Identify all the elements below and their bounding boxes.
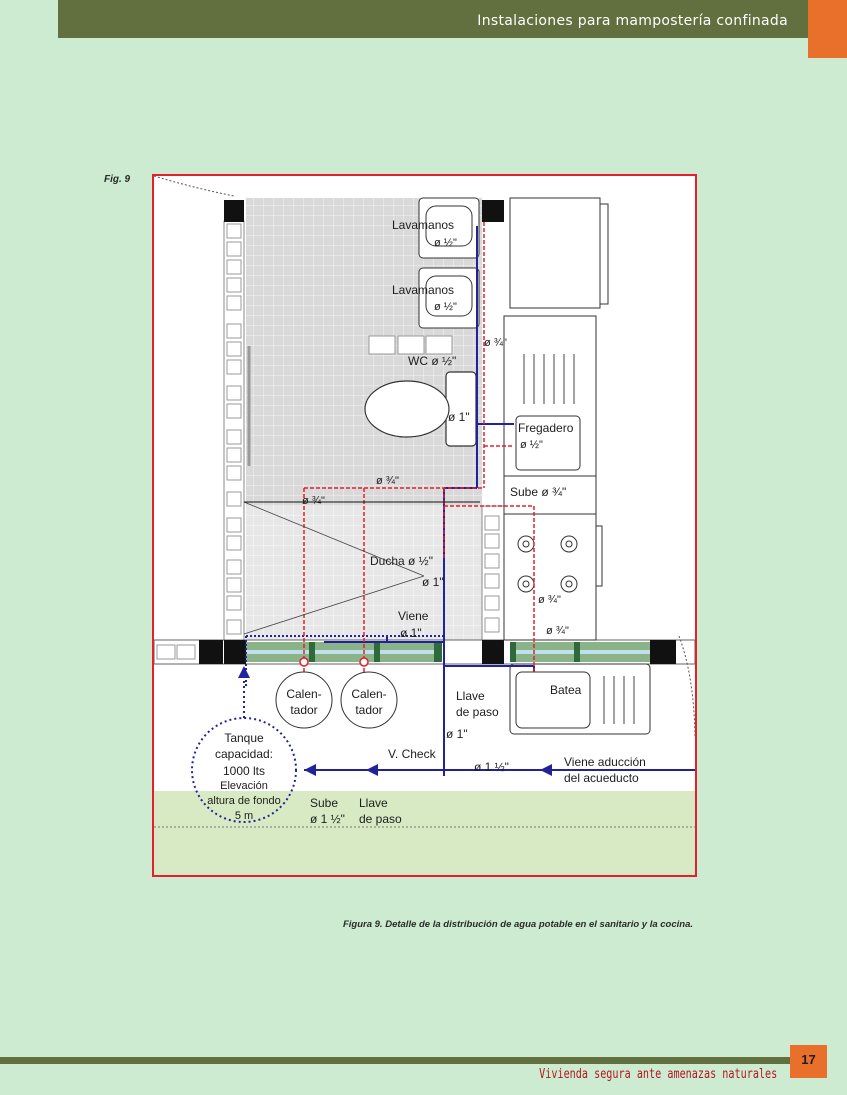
- label-diam-3-4-mid: ø ¾": [376, 475, 399, 487]
- label-fregadero: Fregadero: [518, 421, 574, 435]
- label-calentador-2-a: Calen-: [351, 687, 387, 701]
- label-calentador-1-b: tador: [290, 703, 318, 717]
- plumbing-diagram: [152, 174, 697, 877]
- label-tanque-2: capacidad:: [214, 747, 274, 761]
- label-lavamanos-2: Lavamanos: [392, 283, 455, 297]
- label-lavamanos-1: Lavamanos: [392, 218, 455, 232]
- label-lavamanos-1-diam: ø ½": [434, 237, 457, 249]
- label-tanque-5: altura de fondo: [207, 795, 281, 807]
- label-diam-3-4-batea: ø ¾": [546, 625, 569, 637]
- middle-wall: [482, 200, 504, 642]
- label-calentador-1-a: Calen-: [286, 687, 322, 701]
- label-llave-paso-1-a: Llave: [456, 689, 485, 703]
- label-viene-diam: ø 1": [400, 626, 422, 640]
- label-sube-b: ø 1 ½": [310, 812, 345, 826]
- label-viene-aduccion-b: del acueducto: [564, 771, 639, 785]
- label-llave-paso-2-a: Llave: [359, 796, 388, 810]
- label-ducha-diam: ø 1": [422, 575, 444, 589]
- label-viene-aduccion-a: Viene aducción: [564, 755, 646, 769]
- header-title: Instalaciones para mampostería confinada: [477, 13, 788, 29]
- left-wall: [224, 200, 244, 641]
- bottom-wall: [154, 640, 695, 664]
- label-sube-3-4: Sube ø ¾": [510, 485, 567, 499]
- label-diam-3-4-kitchen: ø ¾": [538, 594, 561, 606]
- label-viene: Viene: [398, 609, 429, 623]
- label-tanque-3: 1000 lts: [222, 764, 266, 778]
- label-diam-1-vertical: ø 1": [446, 727, 468, 741]
- label-diam-3-4-left: ø ¾": [302, 495, 325, 507]
- label-v-check: V. Check: [388, 747, 436, 761]
- label-tanque-1: Tanque: [224, 731, 264, 745]
- label-llave-paso-2-b: de paso: [359, 812, 402, 826]
- label-diam-3-4-right: ø ¾": [484, 337, 507, 349]
- label-fregadero-diam: ø ½": [520, 439, 543, 451]
- label-ducha: Ducha ø ½": [370, 554, 433, 568]
- partition-wall: [369, 336, 452, 354]
- footer-line: [0, 1057, 790, 1064]
- label-sube-a: Sube: [310, 796, 339, 810]
- label-batea: Batea: [550, 683, 582, 697]
- label-calentador-2-b: tador: [355, 703, 383, 717]
- header-accent-tab: [808, 0, 847, 58]
- label-tanque-4: Elevación: [220, 780, 268, 792]
- figure-label: Fig. 9: [104, 174, 131, 185]
- footer-title: Vivienda segura ante amenazas naturales: [538, 1067, 777, 1082]
- label-tanque-6: 5 m: [234, 810, 254, 822]
- label-wc: WC ø ½": [408, 354, 457, 368]
- label-lavamanos-2-diam: ø ½": [434, 301, 457, 313]
- label-diam-1-5: ø 1 ½": [474, 760, 509, 774]
- label-diam-1-toilet: ø 1": [448, 410, 470, 424]
- figure-caption: Figura 9. Detalle de la distribución de agua potable en el sanitario y la cocina.: [342, 919, 693, 930]
- label-llave-paso-1-b: de paso: [456, 705, 499, 719]
- header-bar: [58, 0, 828, 38]
- page-number: 17: [790, 1045, 827, 1078]
